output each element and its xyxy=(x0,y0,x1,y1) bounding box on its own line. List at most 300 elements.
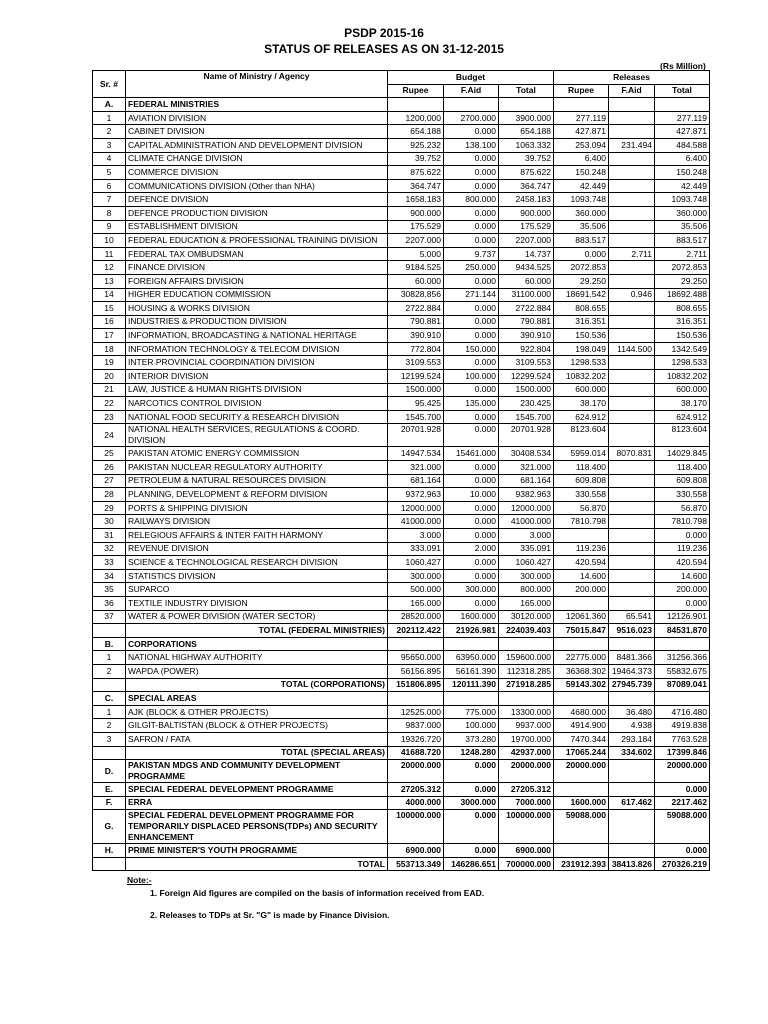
releases-faid-cell: 293.184 xyxy=(609,732,655,746)
releases-faid-cell: 0.946 xyxy=(609,288,655,302)
releases-total-cell: 2072.853 xyxy=(655,261,710,275)
table-row xyxy=(93,488,710,502)
releases-faid-cell xyxy=(609,410,655,424)
releases-rupee-cell: 0.000 xyxy=(554,247,609,261)
budget-rupee-cell: 925.232 xyxy=(388,138,444,152)
sr-cell: 30 xyxy=(93,515,126,529)
budget-faid-cell: 10.000 xyxy=(444,488,499,502)
table-row xyxy=(93,810,710,844)
releases-faid-cell xyxy=(609,542,655,556)
releases-total-cell: 118.400 xyxy=(655,461,710,475)
budget-rupee-cell: 3.000 xyxy=(388,529,444,543)
releases-rupee-cell: 118.400 xyxy=(554,461,609,475)
units-label: (Rs Million) xyxy=(660,61,706,71)
releases-faid-cell xyxy=(609,220,655,234)
budget-faid-cell: 135.000 xyxy=(444,397,499,411)
budget-rupee-cell: 9837.000 xyxy=(388,719,444,733)
name-cell: CABINET DIVISION xyxy=(126,125,388,139)
releases-total-cell: 42.449 xyxy=(655,179,710,193)
table-row xyxy=(93,796,710,810)
table-row xyxy=(93,342,710,356)
releases-faid-cell xyxy=(609,529,655,543)
releases-total-cell: 624.912 xyxy=(655,410,710,424)
budget-total-cell: 7000.000 xyxy=(499,796,554,810)
table-row xyxy=(93,220,710,234)
releases-total-cell: 150.536 xyxy=(655,329,710,343)
budget-rupee-cell: 2722.884 xyxy=(388,302,444,316)
releases-faid-cell xyxy=(609,810,655,844)
budget-total-cell: 2207.000 xyxy=(499,234,554,248)
releases-rupee-cell: 624.912 xyxy=(554,410,609,424)
budget-faid-cell: 1600.000 xyxy=(444,610,499,624)
budget-faid-cell: 0.000 xyxy=(444,515,499,529)
budget-rupee-cell: 6900.000 xyxy=(388,844,444,858)
table-row xyxy=(93,274,710,288)
budget-total-cell: 1500.000 xyxy=(499,383,554,397)
budget-rupee-cell: 900.000 xyxy=(388,206,444,220)
releases-faid-cell xyxy=(609,844,655,858)
budget-rupee-cell: 19326.720 xyxy=(388,732,444,746)
budget-total-cell: 12000.000 xyxy=(499,501,554,515)
sr-cell: 25 xyxy=(93,447,126,461)
budget-faid-cell: 2700.000 xyxy=(444,111,499,125)
sr-cell: D. xyxy=(93,760,126,783)
budget-total-cell: 390.910 xyxy=(499,329,554,343)
empty-cell xyxy=(554,692,609,706)
budget-faid-cell: 271.144 xyxy=(444,288,499,302)
budget-total-cell: 3.000 xyxy=(499,529,554,543)
budget-rupee-cell: 4000.000 xyxy=(388,796,444,810)
sr-cell: 1 xyxy=(93,651,126,665)
budget-rupee-cell: 321.000 xyxy=(388,461,444,475)
sr-cell: 28 xyxy=(93,488,126,502)
releases-total-cell: 1298.533 xyxy=(655,356,710,370)
budget-rupee-cell: 654.188 xyxy=(388,125,444,139)
sr-cell: 19 xyxy=(93,356,126,370)
empty-cell xyxy=(93,624,126,638)
table-row xyxy=(93,732,710,746)
budget-faid-cell: 0.000 xyxy=(444,596,499,610)
budget-total-cell: 335.091 xyxy=(499,542,554,556)
empty-cell xyxy=(444,692,499,706)
sr-cell: 33 xyxy=(93,556,126,570)
releases-total-cell: 4716.480 xyxy=(655,705,710,719)
releases-total-total: 270326.219 xyxy=(655,857,710,871)
budget-faid-cell: 0.000 xyxy=(444,220,499,234)
budget-total-cell: 19700.000 xyxy=(499,732,554,746)
releases-faid-total: 38413.826 xyxy=(609,857,655,871)
budget-faid-cell: 0.000 xyxy=(444,302,499,316)
table-row xyxy=(93,329,710,343)
budget-rupee-cell: 39.752 xyxy=(388,152,444,166)
table-row xyxy=(93,193,710,207)
releases-faid-cell xyxy=(609,261,655,275)
budget-rupee-cell: 772.804 xyxy=(388,342,444,356)
releases-total-cell: 600.000 xyxy=(655,383,710,397)
table-row xyxy=(93,315,710,329)
name-cell: INFORMATION, BROADCASTING & NATIONAL HERITAGE xyxy=(126,329,388,343)
name-cell: NATIONAL HIGHWAY AUTHORITY xyxy=(126,651,388,665)
releases-faid-cell: 4.938 xyxy=(609,719,655,733)
budget-rupee-cell: 1060.427 xyxy=(388,556,444,570)
budget-total-cell: 2722.884 xyxy=(499,302,554,316)
releases-rupee-cell xyxy=(554,783,609,797)
budget-faid-cell: 0.000 xyxy=(444,410,499,424)
releases-total-cell: 35.506 xyxy=(655,220,710,234)
releases-faid-cell xyxy=(609,206,655,220)
name-cell: DEFENCE DIVISION xyxy=(126,193,388,207)
table-row xyxy=(93,138,710,152)
budget-rupee-cell: 95650.000 xyxy=(388,651,444,665)
budget-rupee-cell: 500.000 xyxy=(388,583,444,597)
releases-rupee-cell: 18691.542 xyxy=(554,288,609,302)
releases-faid-cell xyxy=(609,152,655,166)
budget-total-cell: 159600.000 xyxy=(499,651,554,665)
releases-rupee-cell xyxy=(554,596,609,610)
sr-cell: 21 xyxy=(93,383,126,397)
col-name-header: Name of Ministry / Agency xyxy=(126,71,388,98)
releases-total-cell: 883.517 xyxy=(655,234,710,248)
budget-total-cell: 875.622 xyxy=(499,166,554,180)
header-row-1 xyxy=(93,71,710,85)
name-cell: INFORMATION TECHNOLOGY & TELECOM DIVISION xyxy=(126,342,388,356)
budget-rupee-total: 151806.895 xyxy=(388,678,444,692)
table-row xyxy=(93,583,710,597)
table-row xyxy=(93,370,710,384)
total-label: TOTAL (FEDERAL MINISTRIES) xyxy=(126,624,388,638)
releases-faid-cell xyxy=(609,424,655,447)
budget-total-cell: 20701.928 xyxy=(499,424,554,447)
note-1: 1. Foreign Aid figures are compiled on the basis of information received from EAD. xyxy=(150,888,485,898)
sr-cell: 17 xyxy=(93,329,126,343)
name-cell: WAPDA (POWER) xyxy=(126,664,388,678)
total-label: TOTAL (SPECIAL AREAS) xyxy=(126,746,388,760)
budget-rupee-cell: 100000.000 xyxy=(388,810,444,844)
budget-total-cell: 230.425 xyxy=(499,397,554,411)
budget-rupee-cell: 5.000 xyxy=(388,247,444,261)
name-cell: NATIONAL HEALTH SERVICES, REGULATIONS & COORD. DIVISION xyxy=(126,424,388,447)
name-cell: PRIME MINISTER'S YOUTH PROGRAMME xyxy=(126,844,388,858)
grand-total-row xyxy=(93,857,710,871)
budget-faid-total: 146286.651 xyxy=(444,857,499,871)
budget-faid-total: 120111.390 xyxy=(444,678,499,692)
releases-rupee-cell: 2072.853 xyxy=(554,261,609,275)
budget-total-cell: 1063.332 xyxy=(499,138,554,152)
releases-faid-cell xyxy=(609,234,655,248)
releases-total-cell: 1093.748 xyxy=(655,193,710,207)
releases-total-cell: 330.558 xyxy=(655,488,710,502)
releases-rupee-cell: 4680.000 xyxy=(554,705,609,719)
releases-total-cell: 10832.202 xyxy=(655,370,710,384)
budget-faid-cell: 0.000 xyxy=(444,125,499,139)
releases-rupee-cell: 1600.000 xyxy=(554,796,609,810)
table-row xyxy=(93,179,710,193)
releases-faid-cell: 65.541 xyxy=(609,610,655,624)
budget-total-cell: 9434.525 xyxy=(499,261,554,275)
name-cell: PORTS & SHIPPING DIVISION xyxy=(126,501,388,515)
table-row xyxy=(93,152,710,166)
budget-rupee-cell: 2207.000 xyxy=(388,234,444,248)
sr-cell: 2 xyxy=(93,125,126,139)
budget-faid-cell: 0.000 xyxy=(444,501,499,515)
name-cell: STATISTICS DIVISION xyxy=(126,569,388,583)
budget-faid-cell: 0.000 xyxy=(444,383,499,397)
releases-faid-cell xyxy=(609,474,655,488)
releases-total-cell: 0.000 xyxy=(655,783,710,797)
releases-rupee-total: 231912.393 xyxy=(554,857,609,871)
releases-rupee-cell: 20000.000 xyxy=(554,760,609,783)
section-header-row xyxy=(93,98,710,112)
sr-cell: 27 xyxy=(93,474,126,488)
releases-faid-cell xyxy=(609,383,655,397)
sr-cell: 12 xyxy=(93,261,126,275)
name-cell: FEDERAL TAX OMBUDSMAN xyxy=(126,247,388,261)
name-cell: RELEGIOUS AFFAIRS & INTER FAITH HARMONY xyxy=(126,529,388,543)
total-federal-row xyxy=(93,624,710,638)
budget-total-cell: 300.000 xyxy=(499,569,554,583)
page-subtitle: STATUS OF RELEASES AS ON 31-12-2015 xyxy=(264,42,504,56)
empty-cell xyxy=(388,637,444,651)
releases-faid-cell: 1144.500 xyxy=(609,342,655,356)
budget-total-cell: 27205.312 xyxy=(499,783,554,797)
name-cell: GILGIT-BALTISTAN (BLOCK & OTHER PROJECTS) xyxy=(126,719,388,733)
budget-faid-cell: 0.000 xyxy=(444,356,499,370)
empty-cell xyxy=(93,857,126,871)
section-code: C. xyxy=(93,692,126,706)
budget-rupee-cell: 1545.700 xyxy=(388,410,444,424)
budget-faid-cell: 100.000 xyxy=(444,719,499,733)
total-special-row xyxy=(93,746,710,760)
sr-cell: 1 xyxy=(93,111,126,125)
releases-total-cell: 20000.000 xyxy=(655,760,710,783)
budget-rupee-cell: 3109.553 xyxy=(388,356,444,370)
releases-rupee-cell: 277.119 xyxy=(554,111,609,125)
table-row xyxy=(93,651,710,665)
table-row xyxy=(93,664,710,678)
name-cell: AVIATION DIVISION xyxy=(126,111,388,125)
releases-faid-cell xyxy=(609,760,655,783)
table-row xyxy=(93,596,710,610)
releases-total-cell: 427.871 xyxy=(655,125,710,139)
sr-cell: 6 xyxy=(93,179,126,193)
budget-rupee-cell: 56156.895 xyxy=(388,664,444,678)
table-row xyxy=(93,461,710,475)
budget-total-cell: 175.529 xyxy=(499,220,554,234)
releases-faid-cell: 19464.373 xyxy=(609,664,655,678)
name-cell: PAKISTAN MDGS AND COMMUNITY DEVELOPMENT PROGRAMME xyxy=(126,760,388,783)
budget-rupee-cell: 1658.183 xyxy=(388,193,444,207)
budget-rupee-cell: 364.747 xyxy=(388,179,444,193)
releases-total-cell: 7810.798 xyxy=(655,515,710,529)
releases-rupee-cell: 253.094 xyxy=(554,138,609,152)
col-releases-total: Total xyxy=(655,84,710,98)
budget-faid-cell: 2.000 xyxy=(444,542,499,556)
name-cell: LAW, JUSTICE & HUMAN RIGHTS DIVISION xyxy=(126,383,388,397)
budget-rupee-cell: 300.000 xyxy=(388,569,444,583)
table-row xyxy=(93,556,710,570)
budget-faid-cell: 0.000 xyxy=(444,329,499,343)
releases-rupee-cell: 1298.533 xyxy=(554,356,609,370)
releases-total-cell: 59088.000 xyxy=(655,810,710,844)
releases-faid-cell xyxy=(609,569,655,583)
budget-rupee-cell: 27205.312 xyxy=(388,783,444,797)
releases-rupee-cell xyxy=(554,844,609,858)
section-header-row xyxy=(93,692,710,706)
sr-cell: 20 xyxy=(93,370,126,384)
table-row xyxy=(93,542,710,556)
budget-faid-cell: 0.000 xyxy=(444,424,499,447)
budget-rupee-cell: 60.000 xyxy=(388,274,444,288)
sr-cell: H. xyxy=(93,844,126,858)
releases-faid-cell xyxy=(609,166,655,180)
name-cell: TEXTILE INDUSTRY DIVISION xyxy=(126,596,388,610)
releases-faid-cell: 617.462 xyxy=(609,796,655,810)
releases-rupee-cell: 420.594 xyxy=(554,556,609,570)
budget-rupee-cell: 1500.000 xyxy=(388,383,444,397)
budget-total-total: 42937.000 xyxy=(499,746,554,760)
releases-rupee-cell: 36368.302 xyxy=(554,664,609,678)
releases-faid-cell: 36.480 xyxy=(609,705,655,719)
releases-faid-cell xyxy=(609,111,655,125)
name-cell: ERRA xyxy=(126,796,388,810)
budget-total-cell: 9937.000 xyxy=(499,719,554,733)
name-cell: COMMERCE DIVISION xyxy=(126,166,388,180)
releases-faid-total: 9516.023 xyxy=(609,624,655,638)
section-label: CORPORATIONS xyxy=(126,637,388,651)
sr-cell: 5 xyxy=(93,166,126,180)
releases-faid-total: 27945.739 xyxy=(609,678,655,692)
releases-total-cell: 119.236 xyxy=(655,542,710,556)
budget-rupee-total: 553713.349 xyxy=(388,857,444,871)
releases-rupee-cell: 14.600 xyxy=(554,569,609,583)
budget-total-cell: 1060.427 xyxy=(499,556,554,570)
table-row xyxy=(93,610,710,624)
table-row xyxy=(93,515,710,529)
sr-cell: 15 xyxy=(93,302,126,316)
releases-rupee-cell: 42.449 xyxy=(554,179,609,193)
releases-rupee-cell xyxy=(554,529,609,543)
releases-total-cell: 0.000 xyxy=(655,596,710,610)
name-cell: FEDERAL EDUCATION & PROFESSIONAL TRAINING DIVISION xyxy=(126,234,388,248)
releases-faid-cell xyxy=(609,302,655,316)
budget-total-cell: 654.188 xyxy=(499,125,554,139)
sr-cell: 3 xyxy=(93,732,126,746)
releases-rupee-cell: 883.517 xyxy=(554,234,609,248)
name-cell: CAPITAL ADMINISTRATION AND DEVELOPMENT DIVISION xyxy=(126,138,388,152)
sr-cell: 4 xyxy=(93,152,126,166)
budget-faid-cell: 800.000 xyxy=(444,193,499,207)
budget-rupee-cell: 14947.534 xyxy=(388,447,444,461)
releases-faid-cell: 8481.366 xyxy=(609,651,655,665)
table-row xyxy=(93,447,710,461)
empty-cell xyxy=(499,637,554,651)
budget-total-cell: 112318.285 xyxy=(499,664,554,678)
empty-cell xyxy=(93,678,126,692)
budget-total-cell: 20000.000 xyxy=(499,760,554,783)
releases-faid-cell xyxy=(609,356,655,370)
releases-total-cell: 360.000 xyxy=(655,206,710,220)
sr-cell: 31 xyxy=(93,529,126,543)
budget-total-cell: 3109.553 xyxy=(499,356,554,370)
releases-rupee-cell: 5959.014 xyxy=(554,447,609,461)
budget-total-cell: 9382.963 xyxy=(499,488,554,502)
releases-total-cell: 2217.462 xyxy=(655,796,710,810)
empty-cell xyxy=(609,637,655,651)
table-row xyxy=(93,705,710,719)
budget-faid-total: 21926.981 xyxy=(444,624,499,638)
budget-rupee-cell: 175.529 xyxy=(388,220,444,234)
releases-rupee-cell: 10832.202 xyxy=(554,370,609,384)
table-row xyxy=(93,424,710,447)
budget-rupee-cell: 681.164 xyxy=(388,474,444,488)
releases-total-cell: 4919.838 xyxy=(655,719,710,733)
releases-faid-cell xyxy=(609,515,655,529)
releases-total-cell: 29.250 xyxy=(655,274,710,288)
releases-rupee-cell: 7470.344 xyxy=(554,732,609,746)
budget-faid-cell: 0.000 xyxy=(444,844,499,858)
releases-rupee-cell: 1093.748 xyxy=(554,193,609,207)
budget-rupee-total: 41688.720 xyxy=(388,746,444,760)
col-budget-total: Total xyxy=(499,84,554,98)
releases-faid-cell xyxy=(609,596,655,610)
releases-table xyxy=(92,70,710,871)
name-cell: SUPARCO xyxy=(126,583,388,597)
empty-cell xyxy=(388,692,444,706)
releases-total-cell: 484.588 xyxy=(655,138,710,152)
empty-cell xyxy=(444,98,499,112)
table-row xyxy=(93,783,710,797)
sr-cell: 9 xyxy=(93,220,126,234)
releases-faid-cell xyxy=(609,274,655,288)
budget-total-cell: 681.164 xyxy=(499,474,554,488)
releases-faid-cell xyxy=(609,556,655,570)
table-row xyxy=(93,288,710,302)
table-row xyxy=(93,247,710,261)
releases-total-cell: 56.870 xyxy=(655,501,710,515)
releases-rupee-cell: 427.871 xyxy=(554,125,609,139)
name-cell: PAKISTAN NUCLEAR REGULATORY AUTHORITY xyxy=(126,461,388,475)
releases-total-cell: 31256.366 xyxy=(655,651,710,665)
col-budget-header: Budget xyxy=(388,71,554,85)
table-row xyxy=(93,111,710,125)
releases-faid-cell xyxy=(609,179,655,193)
budget-total-total: 700000.000 xyxy=(499,857,554,871)
table-row xyxy=(93,166,710,180)
name-cell: PLANNING, DEVELOPMENT & REFORM DIVISION xyxy=(126,488,388,502)
name-cell: PAKISTAN ATOMIC ENERGY COMMISSION xyxy=(126,447,388,461)
budget-total-cell: 800.000 xyxy=(499,583,554,597)
empty-cell xyxy=(609,692,655,706)
releases-rupee-cell: 56.870 xyxy=(554,501,609,515)
releases-rupee-cell: 198.049 xyxy=(554,342,609,356)
releases-total-cell: 2.711 xyxy=(655,247,710,261)
note-heading: Note:- xyxy=(127,875,152,885)
empty-cell xyxy=(655,692,710,706)
empty-cell xyxy=(655,98,710,112)
budget-total-cell: 1545.700 xyxy=(499,410,554,424)
releases-total-cell: 18692.488 xyxy=(655,288,710,302)
releases-rupee-cell: 4914.900 xyxy=(554,719,609,733)
col-sr-header: Sr. # xyxy=(93,71,126,98)
name-cell: CLIMATE CHANGE DIVISION xyxy=(126,152,388,166)
releases-faid-cell xyxy=(609,583,655,597)
releases-total-cell: 808.655 xyxy=(655,302,710,316)
releases-total-cell: 200.000 xyxy=(655,583,710,597)
releases-rupee-cell: 150.536 xyxy=(554,329,609,343)
empty-cell xyxy=(554,637,609,651)
releases-rupee-total: 17065.244 xyxy=(554,746,609,760)
budget-total-cell: 922.804 xyxy=(499,342,554,356)
